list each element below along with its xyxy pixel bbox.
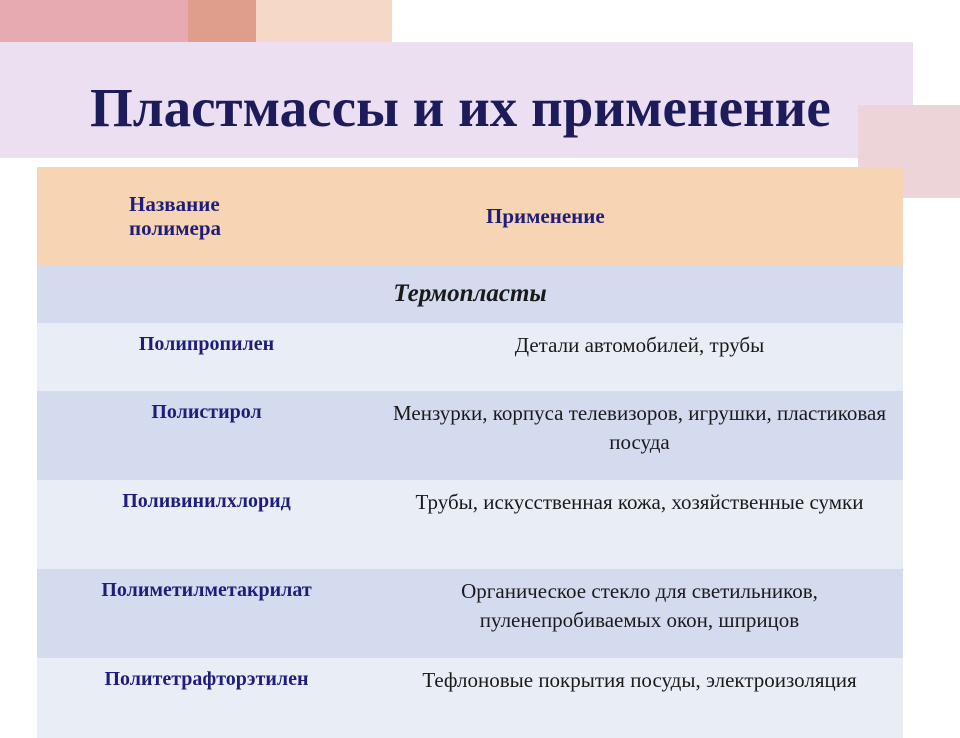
polymer-use: Мензурки, корпуса телевизоров, игрушки, пластиковая посуда	[376, 391, 903, 480]
table-row	[37, 480, 903, 569]
table-row	[37, 323, 903, 391]
polymer-use: Органическое стекло для светильников, пуленепробиваемых окон, шприцов	[376, 569, 903, 658]
table-row	[37, 391, 903, 480]
polymer-name: Политетрафторэтилен	[37, 658, 376, 738]
section-row	[37, 265, 903, 323]
column-header-name: Название полимера	[37, 167, 376, 265]
polymer-use: Трубы, искусственная кожа, хозяйственные сумки	[376, 480, 903, 569]
polymer-name: Полистирол	[37, 391, 376, 480]
polymer-use: Тефлоновые покрытия посуды, электроизоляция	[376, 658, 903, 738]
polymer-use: Детали автомобилей, трубы	[376, 323, 903, 391]
polymer-name: Поливинилхлорид	[37, 480, 376, 569]
table-row	[37, 658, 903, 738]
table-header-row	[37, 167, 903, 265]
polymer-name: Полипропилен	[37, 323, 376, 391]
polymers-table	[37, 167, 903, 738]
section-title: Термопласты	[37, 265, 903, 323]
table-row	[37, 569, 903, 658]
column-header-use: Применение	[376, 167, 903, 265]
page-title: Пластмассы и их применение	[90, 77, 831, 138]
polymer-name: Полиметилметакрилат	[37, 569, 376, 658]
